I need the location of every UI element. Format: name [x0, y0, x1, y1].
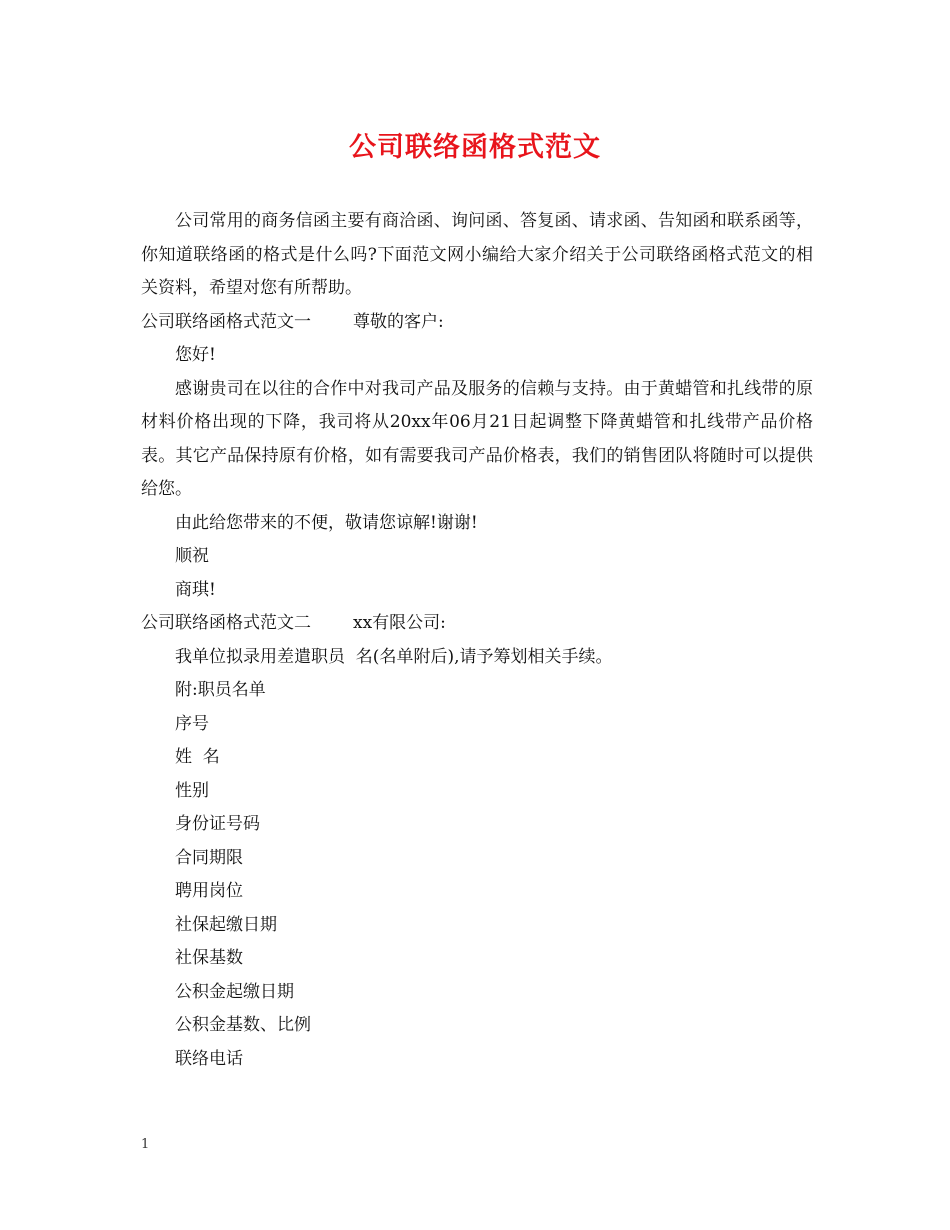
document-body	[141, 205, 813, 1076]
sample2-heading: 公司联络函格式范文二	[141, 613, 311, 633]
sample1-heading: 公司联络函格式范文一	[141, 311, 311, 332]
field-item: 序号	[175, 713, 209, 734]
sample1-body-paragraph: 感谢贵司在以往的合作中对我司产品及服务的信赖与支持。由于黄蜡管和扎线带的原材料价格出现的下降，我司将从20xx年06月21日起调整下降黄蜡管和扎线带产品价格表。其它产品保持原有价格，如有需要我司产品价格表，我们的销售团队将随时可以提供给您。	[141, 378, 813, 499]
field-item: 社保起缴日期	[175, 914, 277, 935]
field-item: 身份证号码	[175, 814, 260, 834]
field-item: 姓 名	[175, 747, 220, 767]
intro-paragraph: 公司常用的商务信函主要有商洽函、询问函、答复函、请求函、告知函和联系函等，你知道联络函的格式是什么吗?下面范文网小编给大家介绍关于公司联络函格式范文的相关资料，希望对您有所帮助。	[141, 211, 813, 298]
sample1-closing-2: 商琪!	[175, 579, 216, 600]
field-item: 聘用岗位	[175, 881, 243, 901]
sample1-salutation: 尊敬的客户:	[353, 311, 444, 332]
field-item: 性别	[175, 780, 209, 801]
sample2-body: 我单位拟录用差遣职员 名(名单附后),请予筹划相关手续。	[175, 646, 613, 667]
sample2-heading-line	[141, 607, 813, 641]
sample1-apology: 由此给您带来的不便，敬请您谅解!谢谢!	[175, 512, 478, 533]
page-title: 公司联络函格式范文	[349, 132, 601, 163]
sample2-attachment: 附:职员名单	[175, 680, 266, 700]
field-item: 公积金起缴日期	[175, 981, 294, 1002]
sample1-greeting: 您好!	[175, 345, 216, 365]
sample1-heading-line	[141, 306, 813, 340]
field-item: 合同期限	[175, 847, 243, 868]
sample2-salutation: xx有限公司:	[353, 613, 446, 633]
field-item: 社保基数	[175, 948, 243, 968]
field-item: 公积金基数、比例	[175, 1015, 311, 1035]
field-item: 联络电话	[175, 1048, 243, 1069]
sample1-closing-1: 顺祝	[175, 546, 209, 566]
page-number: 1	[141, 1137, 150, 1152]
